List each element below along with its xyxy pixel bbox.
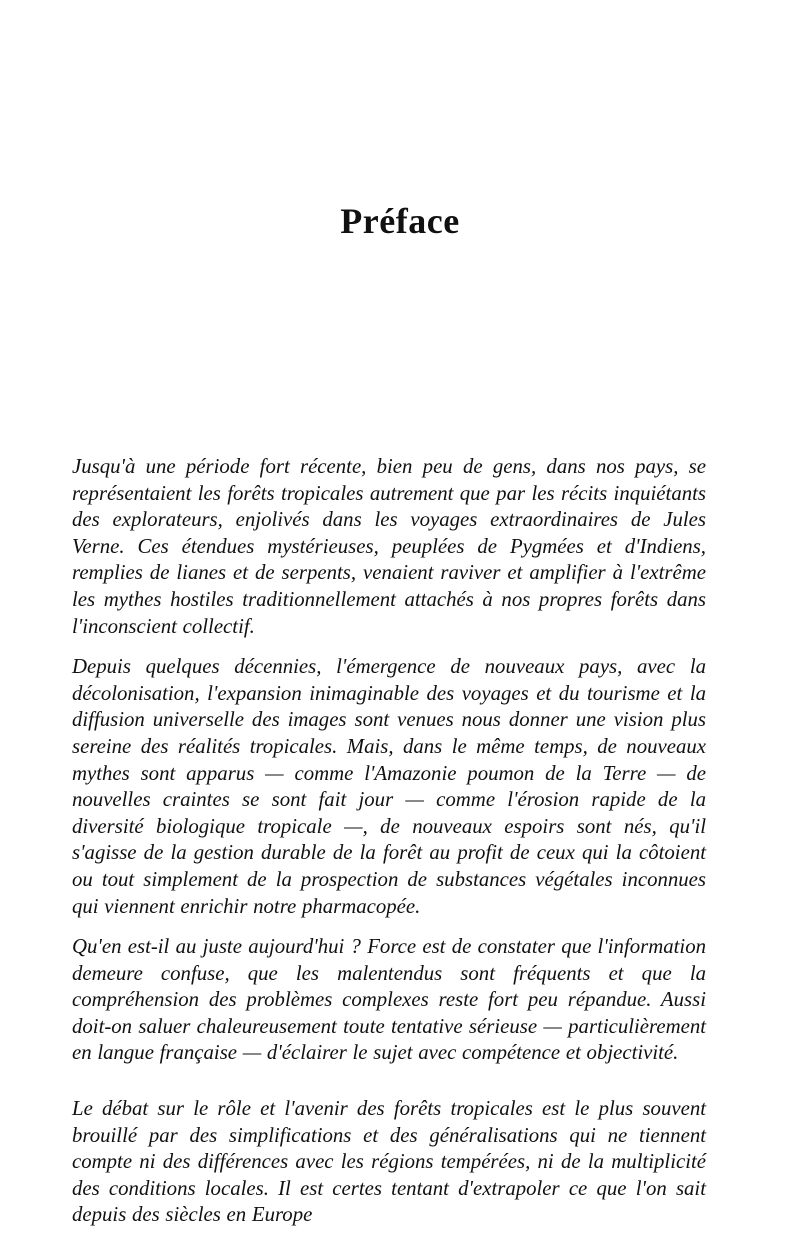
- paragraph-3: Qu'en est-il au juste aujourd'hui ? Force est de constater que l'information demeure confuse, que les malentendus sont fréquents et que la compréhension des problèmes complexes reste fort peu répandue. Aussi doit-on saluer chaleureusement toute tentative sérieuse — particulièrement en langue française — d'éclairer le sujet avec compétence et objectivité.: [72, 935, 706, 1065]
- paragraph-2: Depuis quelques décennies, l'émergence de nouveaux pays, avec la décolonisation, l'expansion inimaginable des voyages et du tourisme et la diffusion universelle des images sont venues nous donner une vision plus sereine des réalités tropicales. Mais, dans le même temps, de nouveaux mythes sont apparus — comme l'Amazonie poumon de la Terre — de nouvelles craintes se sont fait jour — comme l'érosion rapide de la diversité biologique tropicale —, de nouveaux espoirs sont nés, qu'il s'agisse de la gestion durable de la forêt au profit de ceux qui la côtoient ou tout simplement de la prospection de substances végétales inconnues qui viennent enrichir notre pharmacopée.: [72, 655, 706, 918]
- preface-body: [72, 454, 706, 1229]
- page-title: Préface: [340, 201, 460, 241]
- paragraph-1: Jusqu'à une période fort récente, bien peu de gens, dans nos pays, se représentaient les forêts tropicales autrement que par les récits inquiétants des explorateurs, enjolivés dans les voyages extraordinaires de Jules Verne. Ces étendues mystérieuses, peuplées de Pygmées et d'Indiens, remplies de lianes et de serpents, venaient raviver et amplifier à l'extrême les mythes hostiles traditionnellement attachés à nos propres forêts dans l'inconscient collectif.: [72, 455, 706, 638]
- paragraph-4: Le débat sur le rôle et l'avenir des forêts tropicales est le plus souvent brouillé par des simplifications et des généralisations qui ne tiennent compte ni des différences avec les régions tempérées, ni de la multiplicité des conditions locales. Il est certes tentant d'extrapoler ce que l'on sait depuis des siècles en Europe: [72, 1097, 706, 1227]
